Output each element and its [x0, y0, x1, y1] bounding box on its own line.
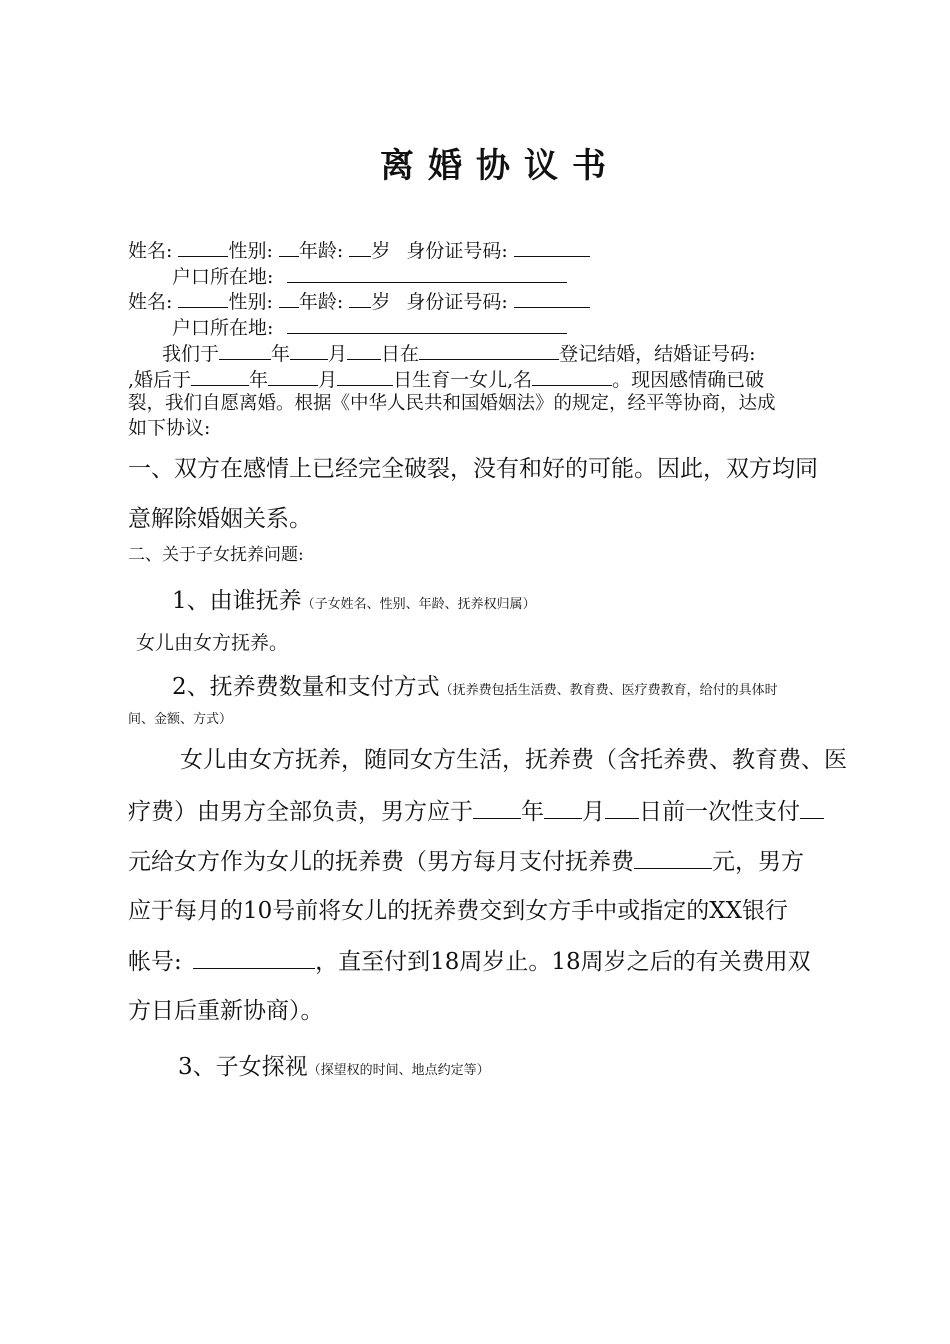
para-text: 日前一次性支付 — [639, 799, 800, 825]
item2-note: （抚养费包括生活费、教育费、医疗费教育，给付的具体时 — [439, 683, 778, 698]
monthly-amount-blank — [634, 850, 712, 869]
name-label: 姓名: — [128, 291, 173, 313]
day-blank — [605, 800, 639, 819]
party2-info-line — [128, 289, 590, 314]
month-blank — [268, 367, 318, 386]
age-blank — [349, 289, 371, 308]
para-text: 元给女方作为女儿的抚养费（男方每月支付抚养费 — [128, 849, 634, 875]
gender-blank — [279, 289, 299, 308]
intro-text: 月 — [328, 343, 348, 365]
intro-text: 年 — [271, 343, 291, 365]
intro-text: 日生育一女儿,名 — [393, 369, 533, 391]
id-label: 身份证号码: — [406, 240, 508, 262]
para-text: 元，男方 — [712, 849, 804, 875]
gender-blank — [279, 238, 299, 257]
account-blank — [193, 950, 315, 969]
month-blank — [290, 341, 328, 360]
para-text: 帐号: — [128, 949, 182, 975]
id-blank — [514, 289, 590, 308]
intro-line-1 — [162, 341, 755, 366]
party1-info-line — [128, 238, 590, 263]
place-blank — [419, 341, 559, 360]
name-label: 姓名: — [128, 240, 173, 262]
child-name-blank — [532, 367, 612, 386]
age-label: 年龄: — [298, 240, 344, 262]
item3-label: 3、子女探视 — [178, 1054, 308, 1080]
intro-line-4: 如下协议: — [128, 417, 211, 439]
clause1-line-2: 意解除婚姻关系。 — [128, 506, 312, 532]
intro-text: 我们于 — [162, 343, 220, 365]
residence-label: 户口所在地: — [172, 317, 274, 339]
gender-label: 性别: — [228, 291, 273, 313]
residence-blank — [287, 264, 567, 283]
party2-residence-line — [172, 315, 567, 340]
para-line-3 — [128, 850, 804, 874]
intro-text: 日在 — [381, 343, 420, 365]
item2-note-cont: 间、金额、方式） — [128, 712, 233, 727]
residence-blank — [287, 315, 567, 334]
year-blank — [191, 367, 249, 386]
item1-label: 1、由谁抚养 — [172, 588, 302, 614]
item1-note: （子女姓名、性别、年龄、抚养权归属） — [301, 597, 536, 612]
intro-text: 年 — [249, 369, 269, 391]
document-title: 离婚协议书 — [380, 146, 620, 186]
age-label: 年龄: — [298, 291, 344, 313]
month-blank — [544, 800, 582, 819]
day-blank — [337, 367, 393, 386]
amount-blank — [800, 800, 824, 819]
clause1-line-1: 一、双方在感情上已经完全破裂，没有和好的可能。因此，双方均同 — [128, 456, 818, 482]
intro-text: 。现因感情确已破 — [612, 369, 765, 391]
para-line-4: 应于每月的10号前将女儿的抚养费交到女方手中或指定的XX银行 — [128, 898, 789, 924]
intro-line-3: 裂，我们自愿离婚。根据《中华人民共和国婚姻法》的规定，经平等协商，达成 — [128, 393, 776, 414]
residence-label: 户口所在地: — [172, 266, 274, 288]
age-blank — [349, 238, 371, 257]
clause2-heading: 二、关于子女抚养问题: — [128, 545, 304, 565]
intro-text: ,婚后于 — [128, 369, 192, 391]
item3-note: （探望权的时间、地点约定等） — [307, 1063, 490, 1078]
para-line-6: 方日后重新协商）。 — [128, 998, 324, 1024]
para-text: ，直至付到18周岁止。18周岁之后的有关费用双 — [315, 949, 811, 975]
year-blank — [219, 341, 271, 360]
age-unit: 岁 — [371, 291, 391, 313]
para-text: 月 — [582, 799, 605, 825]
id-blank — [514, 238, 590, 257]
intro-text: 登记结婚，结婚证号码: — [559, 343, 756, 365]
name-blank — [178, 289, 228, 308]
para-line-5 — [128, 950, 811, 974]
para-line-1: 女儿由女方抚养，随同女方生活，抚养费（含托养费、教育费、医 — [180, 747, 847, 773]
intro-text: 月 — [318, 369, 338, 391]
year-blank — [473, 800, 521, 819]
age-unit: 岁 — [371, 240, 391, 262]
id-label: 身份证号码: — [406, 291, 508, 313]
item1-answer: 女儿由女方抚养。 — [136, 632, 289, 654]
party1-residence-line — [172, 264, 567, 289]
name-blank — [178, 238, 228, 257]
clause2-item1 — [172, 582, 536, 615]
para-text: 疗费）由男方全部负责，男方应于 — [128, 799, 473, 825]
clause2-item3 — [178, 1048, 490, 1081]
day-blank — [347, 341, 381, 360]
clause2-item2 — [172, 668, 778, 701]
para-text: 年 — [521, 799, 544, 825]
gender-label: 性别: — [228, 240, 273, 262]
para-line-2 — [128, 800, 824, 824]
item2-label: 2、抚养费数量和支付方式 — [172, 674, 440, 700]
intro-line-2 — [128, 367, 764, 392]
